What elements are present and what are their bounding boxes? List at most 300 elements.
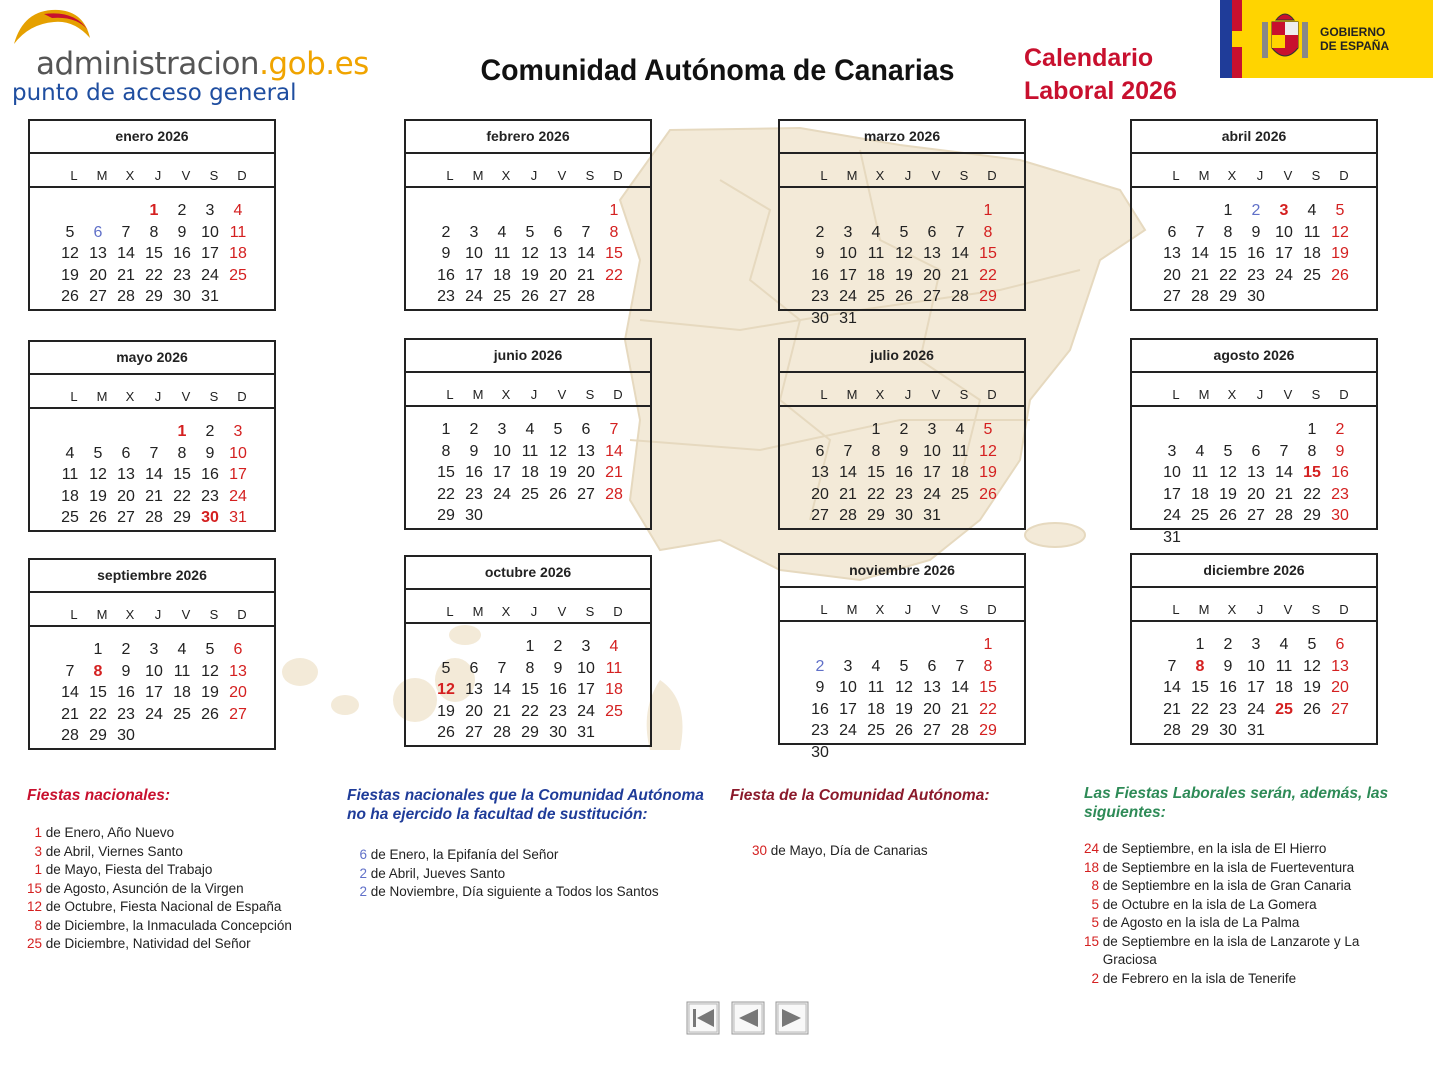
day-cell: 20 bbox=[117, 487, 135, 505]
day-cell: 4 bbox=[1307, 202, 1317, 219]
day-cell: 3 bbox=[927, 421, 937, 438]
day-cell: 19 bbox=[895, 700, 913, 718]
day-cell: 6 bbox=[581, 421, 591, 438]
day-cell: 14 bbox=[1275, 464, 1293, 481]
day-cell: 28 bbox=[951, 288, 969, 305]
day-cell: 22 bbox=[1219, 266, 1237, 284]
legend-item-day: 1 bbox=[34, 825, 42, 840]
day-cell: 1 bbox=[525, 638, 535, 655]
legend-item bbox=[27, 917, 337, 936]
day-cell: 28 bbox=[1191, 288, 1209, 305]
day-cell: 1 bbox=[177, 423, 187, 440]
weekday-label: X bbox=[875, 168, 885, 183]
gov-line1: GOBIERNO bbox=[1320, 25, 1386, 39]
empty-day bbox=[488, 636, 516, 658]
day-cell: 14 bbox=[145, 466, 163, 483]
weekday-label: J bbox=[1256, 168, 1264, 183]
day-cell: 5 bbox=[983, 421, 993, 438]
month-title: octubre 2026 bbox=[406, 557, 650, 590]
weekday-label: J bbox=[530, 168, 538, 183]
weekday-header bbox=[406, 154, 650, 188]
day-cell: 6 bbox=[1251, 442, 1261, 460]
day-cell: 26 bbox=[1219, 507, 1237, 524]
weekday-label: L bbox=[446, 604, 454, 619]
weekday-label: L bbox=[820, 168, 828, 183]
day-cell: 18 bbox=[867, 266, 885, 284]
day-cell: 22 bbox=[89, 705, 107, 723]
day-cell: 15 bbox=[1219, 245, 1237, 262]
day-cell: 24 bbox=[1163, 507, 1181, 524]
day-cell: 28 bbox=[577, 288, 595, 305]
day-cell: 16 bbox=[811, 266, 829, 284]
day-cell: 28 bbox=[1163, 722, 1181, 739]
day-cell: 10 bbox=[229, 444, 247, 462]
day-cell: 2 bbox=[205, 423, 215, 440]
weekday-label: J bbox=[904, 602, 912, 617]
legend-item bbox=[1084, 933, 1414, 952]
day-cell: 27 bbox=[923, 722, 941, 739]
legend-item bbox=[1084, 951, 1414, 970]
legend-item-text: de Diciembre, la Inmaculada Concepción bbox=[42, 917, 292, 933]
day-cell: 15 bbox=[867, 464, 885, 481]
weekday-label: L bbox=[70, 168, 78, 183]
day-cell: 24 bbox=[465, 288, 483, 305]
legend-item-text: de Agosto en la isla de La Palma bbox=[1099, 915, 1300, 930]
weekday-label: S bbox=[209, 607, 219, 622]
day-cell: 19 bbox=[895, 266, 913, 284]
month-calendar bbox=[1130, 553, 1378, 745]
weekday-header bbox=[1132, 154, 1376, 188]
day-cell: 25 bbox=[173, 705, 191, 723]
day-cell: 30 bbox=[465, 507, 483, 524]
day-cell: 17 bbox=[229, 466, 247, 483]
day-cell: 13 bbox=[465, 681, 483, 698]
empty-day bbox=[1214, 419, 1242, 441]
day-cell: 22 bbox=[605, 266, 623, 284]
day-cell: 1 bbox=[1195, 636, 1205, 653]
day-cell: 10 bbox=[1247, 657, 1265, 675]
day-cell: 31 bbox=[201, 288, 219, 305]
day-cell: 29 bbox=[979, 722, 997, 739]
day-cell: 20 bbox=[89, 266, 107, 284]
day-cell: 23 bbox=[811, 722, 829, 739]
month-title: marzo 2026 bbox=[780, 121, 1024, 154]
prev-page-button[interactable] bbox=[731, 1001, 765, 1035]
day-cell: 2 bbox=[899, 421, 909, 438]
empty-day bbox=[1186, 419, 1214, 441]
day-cell: 19 bbox=[1303, 679, 1321, 696]
empty-day bbox=[56, 421, 84, 443]
weekday-header bbox=[780, 373, 1024, 407]
empty-day bbox=[890, 200, 918, 222]
day-cell: 18 bbox=[521, 464, 539, 481]
day-cell: 20 bbox=[923, 700, 941, 718]
weekday-label: V bbox=[1283, 168, 1293, 183]
month-title: diciembre 2026 bbox=[1132, 555, 1376, 588]
day-cell: 17 bbox=[493, 464, 511, 481]
day-cell: 9 bbox=[177, 223, 187, 241]
day-cell: 21 bbox=[577, 266, 595, 284]
empty-day bbox=[834, 419, 862, 441]
month-calendar bbox=[404, 555, 652, 747]
day-cell: 27 bbox=[1331, 700, 1349, 718]
day-cell: 27 bbox=[1163, 288, 1181, 305]
day-cell: 15 bbox=[437, 464, 455, 481]
weekday-label: L bbox=[446, 168, 454, 183]
weekday-label: X bbox=[875, 602, 885, 617]
empty-day bbox=[84, 421, 112, 443]
weekday-label: X bbox=[125, 389, 135, 404]
month-title: mayo 2026 bbox=[30, 342, 274, 375]
day-cell: 6 bbox=[121, 444, 131, 462]
day-cell: 6 bbox=[927, 657, 937, 675]
weekday-label: S bbox=[959, 602, 969, 617]
empty-day bbox=[1270, 419, 1298, 441]
day-cell: 29 bbox=[979, 288, 997, 305]
day-cell: 11 bbox=[1303, 223, 1321, 241]
day-cell: 18 bbox=[1275, 679, 1293, 696]
weekday-label: X bbox=[125, 168, 135, 183]
day-cell: 12 bbox=[437, 681, 455, 698]
day-cell: 2 bbox=[815, 657, 825, 675]
day-cell: 7 bbox=[609, 421, 619, 438]
weekday-label: M bbox=[472, 168, 484, 183]
day-cell: 9 bbox=[1335, 442, 1345, 460]
day-cell: 19 bbox=[89, 487, 107, 505]
day-cell: 20 bbox=[549, 266, 567, 284]
legend-item-day: 18 bbox=[1084, 859, 1100, 875]
day-cell: 4 bbox=[177, 641, 187, 658]
day-cell: 26 bbox=[1331, 266, 1349, 284]
day-cell: 26 bbox=[61, 288, 79, 305]
day-cell: 13 bbox=[549, 245, 567, 262]
weekday-label: D bbox=[1339, 168, 1349, 183]
legend-item-text: de Enero, Año Nuevo bbox=[42, 825, 175, 840]
days-grid bbox=[780, 188, 1024, 329]
empty-day bbox=[834, 200, 862, 222]
day-cell: 13 bbox=[811, 464, 829, 481]
weekday-header bbox=[780, 588, 1024, 622]
day-cell: 29 bbox=[1303, 507, 1321, 524]
day-cell: 21 bbox=[61, 705, 79, 723]
day-cell: 17 bbox=[577, 681, 595, 698]
weekday-header bbox=[780, 154, 1024, 188]
day-cell: 24 bbox=[923, 485, 941, 503]
weekday-label: D bbox=[237, 607, 247, 622]
day-cell: 23 bbox=[201, 487, 219, 505]
day-cell: 31 bbox=[577, 724, 595, 741]
day-cell: 30 bbox=[549, 724, 567, 741]
page-title: Comunidad Autónoma de Canarias bbox=[480, 54, 955, 87]
day-cell: 2 bbox=[469, 421, 479, 438]
day-cell: 29 bbox=[1219, 288, 1237, 305]
legend-locales-title-line1: Las Fiestas Laborales serán, además, las bbox=[1084, 785, 1389, 802]
legend-item-text: de Septiembre en la isla de Gran Canaria bbox=[1099, 878, 1352, 893]
legend-item-day: 12 bbox=[27, 899, 43, 914]
day-cell: 27 bbox=[89, 288, 107, 305]
day-cell: 27 bbox=[117, 509, 135, 526]
day-cell: 12 bbox=[979, 442, 997, 460]
day-cell: 18 bbox=[173, 684, 191, 701]
day-cell: 2 bbox=[553, 638, 563, 655]
weekday-label: J bbox=[154, 168, 162, 183]
empty-day bbox=[1158, 200, 1186, 222]
day-cell: 11 bbox=[867, 245, 885, 262]
day-cell: 8 bbox=[1195, 657, 1205, 675]
weekday-label: X bbox=[875, 387, 885, 402]
gobierno-logo[interactable] bbox=[1220, 0, 1433, 78]
weekday-label: X bbox=[1227, 387, 1237, 402]
weekday-header bbox=[406, 373, 650, 407]
day-cell: 28 bbox=[117, 288, 135, 305]
day-cell: 15 bbox=[89, 684, 107, 701]
empty-day bbox=[890, 634, 918, 656]
day-cell: 17 bbox=[465, 266, 483, 284]
legend-item-text: de Septiembre, en la isla de El Hierro bbox=[1099, 841, 1327, 856]
day-cell: 18 bbox=[229, 245, 247, 262]
day-cell: 16 bbox=[437, 266, 455, 284]
weekday-label: S bbox=[1311, 168, 1321, 183]
day-cell: 8 bbox=[149, 223, 159, 241]
day-cell: 5 bbox=[1335, 202, 1345, 219]
day-cell: 23 bbox=[549, 702, 567, 720]
day-cell: 27 bbox=[1247, 507, 1265, 524]
day-cell: 16 bbox=[173, 245, 191, 262]
day-cell: 5 bbox=[65, 223, 75, 241]
weekday-label: V bbox=[181, 607, 191, 622]
day-cell: 6 bbox=[233, 641, 243, 658]
day-cell: 10 bbox=[923, 442, 941, 460]
days-grid bbox=[780, 622, 1024, 763]
weekday-label: D bbox=[987, 387, 997, 402]
day-cell: 25 bbox=[1275, 700, 1293, 718]
weekday-label: L bbox=[70, 389, 78, 404]
day-cell: 17 bbox=[839, 266, 857, 284]
legend-item-text: de Enero, la Epifanía del Señor bbox=[367, 847, 559, 862]
legend-item bbox=[730, 842, 1060, 861]
weekday-label: L bbox=[1172, 602, 1180, 617]
day-cell: 13 bbox=[577, 442, 595, 460]
day-cell: 4 bbox=[497, 223, 507, 241]
day-cell: 1 bbox=[609, 202, 619, 219]
month-calendar bbox=[28, 558, 276, 750]
day-cell: 30 bbox=[117, 727, 135, 744]
empty-day bbox=[112, 200, 140, 222]
day-cell: 23 bbox=[1219, 700, 1237, 718]
day-cell: 11 bbox=[605, 659, 623, 677]
day-cell: 2 bbox=[441, 223, 451, 241]
day-cell: 16 bbox=[811, 700, 829, 718]
legend-item bbox=[347, 883, 717, 902]
administracion-logo[interactable] bbox=[6, 2, 369, 112]
day-cell: 29 bbox=[867, 507, 885, 524]
legend-nacionales-title: Fiestas nacionales: bbox=[27, 787, 171, 804]
day-cell: 11 bbox=[229, 223, 247, 241]
day-cell: 30 bbox=[811, 309, 829, 327]
weekday-label: S bbox=[959, 168, 969, 183]
days-grid bbox=[1132, 622, 1376, 742]
legend-item-day: 15 bbox=[1084, 933, 1100, 949]
day-cell: 16 bbox=[465, 464, 483, 481]
day-cell: 4 bbox=[65, 444, 75, 462]
day-cell: 29 bbox=[145, 288, 163, 305]
weekday-label: X bbox=[1227, 168, 1237, 183]
day-cell: 29 bbox=[89, 727, 107, 744]
day-cell: 22 bbox=[145, 266, 163, 284]
day-cell: 10 bbox=[577, 659, 595, 677]
legend-item-day: 8 bbox=[34, 917, 42, 933]
day-cell: 12 bbox=[61, 245, 79, 262]
day-cell: 19 bbox=[979, 464, 997, 481]
weekday-label: V bbox=[1283, 387, 1293, 402]
legend-item bbox=[1084, 896, 1414, 915]
day-cell: 4 bbox=[871, 223, 881, 241]
empty-day bbox=[56, 639, 84, 661]
legend-item-text: Graciosa bbox=[1099, 952, 1157, 967]
day-cell: 6 bbox=[93, 223, 103, 241]
day-cell: 22 bbox=[173, 487, 191, 505]
day-cell: 10 bbox=[493, 442, 511, 460]
day-cell: 17 bbox=[923, 464, 941, 481]
day-cell: 22 bbox=[1303, 485, 1321, 503]
day-cell: 17 bbox=[201, 245, 219, 262]
day-cell: 15 bbox=[521, 681, 539, 698]
empty-day bbox=[488, 200, 516, 222]
legend-item bbox=[1084, 877, 1414, 896]
day-cell: 22 bbox=[979, 700, 997, 718]
day-cell: 26 bbox=[549, 485, 567, 503]
weekday-label: D bbox=[1339, 602, 1349, 617]
weekday-label: L bbox=[1172, 168, 1180, 183]
legend-item-day: 6 bbox=[359, 847, 367, 862]
empty-day bbox=[918, 634, 946, 656]
day-cell: 8 bbox=[177, 444, 187, 462]
weekday-label: M bbox=[96, 389, 108, 404]
month-calendar bbox=[1130, 119, 1378, 311]
day-cell: 9 bbox=[469, 442, 479, 460]
day-cell: 23 bbox=[1247, 266, 1265, 284]
next-page-button[interactable] bbox=[775, 1001, 809, 1035]
day-cell: 21 bbox=[145, 487, 163, 505]
day-cell: 4 bbox=[1279, 636, 1289, 653]
day-cell: 16 bbox=[895, 464, 913, 481]
day-cell: 20 bbox=[577, 464, 595, 481]
day-cell: 6 bbox=[1167, 223, 1177, 241]
day-cell: 1 bbox=[1223, 202, 1233, 219]
logo-main-text: administracion.gob.es bbox=[36, 46, 369, 82]
day-cell: 13 bbox=[89, 245, 107, 262]
weekday-label: J bbox=[904, 387, 912, 402]
month-calendar bbox=[778, 338, 1026, 530]
day-cell: 25 bbox=[951, 485, 969, 503]
empty-day bbox=[918, 200, 946, 222]
day-cell: 28 bbox=[605, 485, 623, 503]
weekday-header bbox=[30, 154, 274, 188]
legend-item-day: 30 bbox=[751, 843, 767, 858]
day-cell: 22 bbox=[437, 485, 455, 503]
empty-day bbox=[112, 421, 140, 443]
weekday-label: M bbox=[846, 602, 858, 617]
empty-day bbox=[806, 419, 834, 441]
month-calendar bbox=[28, 340, 276, 532]
weekday-label: V bbox=[181, 168, 191, 183]
day-cell: 24 bbox=[1275, 266, 1293, 284]
day-cell: 3 bbox=[1279, 202, 1289, 219]
weekday-label: L bbox=[446, 387, 454, 402]
empty-day bbox=[806, 634, 834, 656]
day-cell: 20 bbox=[1247, 485, 1265, 503]
day-cell: 22 bbox=[979, 266, 997, 284]
day-cell: 3 bbox=[581, 638, 591, 655]
day-cell: 1 bbox=[983, 636, 993, 653]
day-cell: 13 bbox=[923, 679, 941, 696]
legend-item-day: 3 bbox=[34, 843, 42, 859]
day-cell: 21 bbox=[839, 485, 857, 503]
empty-day bbox=[432, 636, 460, 658]
day-cell: 8 bbox=[1307, 442, 1317, 460]
weekday-label: L bbox=[70, 607, 78, 622]
day-cell: 6 bbox=[1335, 636, 1345, 653]
empty-day bbox=[862, 634, 890, 656]
weekday-label: J bbox=[154, 389, 162, 404]
weekday-label: D bbox=[613, 604, 623, 619]
day-cell: 2 bbox=[1223, 636, 1233, 653]
day-cell: 24 bbox=[839, 288, 857, 305]
day-cell: 19 bbox=[201, 684, 219, 701]
day-cell: 8 bbox=[983, 657, 993, 675]
day-cell: 26 bbox=[89, 509, 107, 526]
day-cell: 11 bbox=[1191, 464, 1209, 481]
day-cell: 12 bbox=[549, 442, 567, 460]
day-cell: 15 bbox=[1303, 464, 1321, 481]
gobierno-text bbox=[1320, 25, 1389, 53]
empty-day bbox=[140, 421, 168, 443]
weekday-label: D bbox=[987, 168, 997, 183]
weekday-label: J bbox=[1256, 387, 1264, 402]
day-cell: 7 bbox=[497, 659, 507, 677]
first-page-button[interactable] bbox=[686, 1001, 720, 1035]
month-calendar bbox=[404, 338, 652, 530]
days-grid bbox=[406, 407, 650, 527]
weekday-label: V bbox=[931, 168, 941, 183]
day-cell: 17 bbox=[145, 684, 163, 701]
day-cell: 1 bbox=[1307, 421, 1317, 438]
day-cell: 1 bbox=[93, 641, 103, 658]
day-cell: 23 bbox=[117, 705, 135, 723]
day-cell: 30 bbox=[811, 743, 829, 761]
day-cell: 26 bbox=[895, 288, 913, 305]
day-cell: 12 bbox=[201, 662, 219, 680]
day-cell: 27 bbox=[811, 507, 829, 524]
day-cell: 25 bbox=[1191, 507, 1209, 524]
weekday-label: V bbox=[931, 387, 941, 402]
day-cell: 26 bbox=[895, 722, 913, 739]
empty-day bbox=[1158, 419, 1186, 441]
weekday-header bbox=[1132, 373, 1376, 407]
weekday-label: V bbox=[557, 387, 567, 402]
weekday-label: S bbox=[959, 387, 969, 402]
empty-day bbox=[1158, 634, 1186, 656]
day-cell: 25 bbox=[493, 288, 511, 305]
day-cell: 2 bbox=[1335, 421, 1345, 438]
weekday-header bbox=[30, 593, 274, 627]
day-cell: 30 bbox=[1331, 507, 1349, 524]
day-cell: 4 bbox=[955, 421, 965, 438]
days-grid bbox=[1132, 407, 1376, 548]
day-cell: 24 bbox=[839, 722, 857, 739]
day-cell: 15 bbox=[173, 466, 191, 483]
legend-item bbox=[27, 898, 337, 917]
